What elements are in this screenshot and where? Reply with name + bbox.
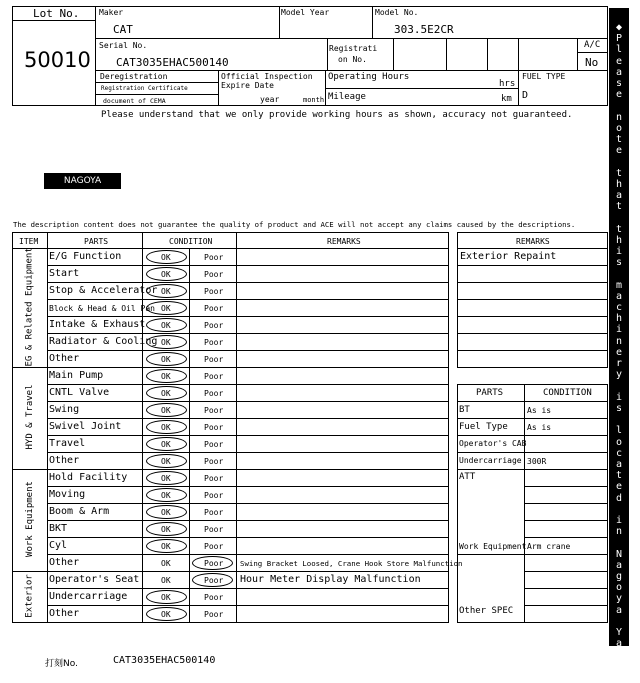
att-label: ATT: [459, 472, 476, 482]
ok-option[interactable]: OK: [161, 508, 171, 517]
poor-option[interactable]: Poor: [204, 338, 224, 347]
part-label: Intake & Exhaust: [49, 319, 146, 330]
part-label: Main Pump: [49, 370, 104, 381]
ok-option[interactable]: OK: [161, 270, 171, 279]
km-label: km: [501, 94, 512, 104]
part-label: BKT: [49, 523, 68, 534]
ok-option[interactable]: OK: [161, 321, 171, 330]
selected-condition-mark: [146, 386, 187, 400]
selected-condition-mark: [146, 352, 187, 366]
poor-option[interactable]: Poor: [204, 525, 224, 534]
group-label: HYD & Travel: [24, 384, 35, 450]
ok-option[interactable]: OK: [161, 440, 171, 449]
right-parts-header: PARTS: [476, 388, 504, 398]
remark-text: Swing Bracket Loosed, Crane Hook Store Malfunction: [240, 559, 463, 568]
ok-option[interactable]: OK: [161, 304, 171, 313]
maker-value: CAT: [113, 23, 133, 36]
model-no-label: Model No.: [375, 8, 419, 17]
selected-condition-mark: [146, 607, 187, 621]
part-label: Radiator & Cooling: [49, 336, 158, 347]
ac-label: A/C: [584, 40, 601, 50]
part-label: Other: [49, 557, 80, 568]
deregistration-label: Deregistration: [100, 72, 168, 81]
part-label: Start: [49, 268, 80, 279]
official-inspection-label-1: Official Inspection: [221, 72, 313, 81]
condition-header: CONDITION: [169, 237, 213, 246]
other-spec-label: Other SPEC: [459, 606, 514, 616]
part-label: Undercarriage: [49, 591, 128, 602]
operating-hours-label: Operating Hours: [328, 72, 410, 82]
selected-condition-mark: [146, 420, 187, 434]
lot-number: 50010: [24, 48, 91, 72]
ok-option[interactable]: OK: [161, 457, 171, 466]
part-label: Other: [49, 455, 80, 466]
model-no-value: 303.5E2CR: [394, 23, 454, 36]
poor-option[interactable]: Poor: [204, 355, 224, 364]
poor-option[interactable]: Poor: [204, 304, 224, 313]
maker-label: Maker: [99, 8, 124, 17]
poor-option[interactable]: Poor: [204, 440, 224, 449]
poor-option[interactable]: Poor: [204, 576, 224, 585]
hrs-label: hrs: [499, 79, 516, 89]
right-condition-value: 300R: [527, 457, 547, 466]
ok-option[interactable]: OK: [161, 389, 171, 398]
registration-label-1: Registrati: [329, 44, 378, 53]
poor-option[interactable]: Poor: [204, 474, 224, 483]
poor-option[interactable]: Poor: [204, 508, 224, 517]
ok-option[interactable]: OK: [161, 423, 171, 432]
stamp-number-value: CAT3035EHAC500140: [113, 655, 216, 666]
part-label: E/G Function: [49, 251, 122, 262]
ok-option[interactable]: OK: [161, 474, 171, 483]
ok-option[interactable]: OK: [161, 525, 171, 534]
right-part-label: Fuel Type: [459, 422, 508, 432]
item-header: ITEM: [19, 237, 39, 246]
ok-option[interactable]: OK: [161, 253, 171, 262]
ac-value: No: [585, 56, 599, 69]
ok-option[interactable]: OK: [161, 576, 171, 585]
model-year-label: Model Year: [281, 8, 330, 17]
selected-condition-mark: [146, 522, 187, 536]
group-label: Exterior: [24, 573, 35, 618]
part-label: Other: [49, 608, 80, 619]
selected-condition-mark: [146, 488, 187, 502]
right-part-label: Operator's CAB: [459, 439, 527, 448]
working-hours-notice: Please understand that we only provide working hours as shown, accuracy not guaranteed.: [101, 110, 573, 120]
selected-condition-mark: [146, 335, 187, 349]
month-label: month: [303, 96, 325, 104]
selected-condition-mark: [146, 505, 187, 519]
selected-condition-mark: [146, 590, 187, 604]
work-equipment-label: Work Equipment: [459, 542, 527, 551]
part-label: Stop & Accelerator: [49, 285, 158, 296]
part-label: CNTL Valve: [49, 387, 110, 398]
part-label: Other: [49, 353, 80, 364]
selected-condition-mark: [146, 301, 187, 315]
selected-condition-mark: [146, 318, 187, 332]
document-cema-label: document of CEMA: [103, 97, 166, 105]
ok-option[interactable]: OK: [161, 542, 171, 551]
sidebar-text: ◆ P l e a s e n o t e t h a t t h i s m a c h i n e r y i s l o c a t e d i n N a g o y a Y a r d ◆: [615, 22, 623, 683]
selected-condition-mark: [192, 573, 233, 587]
official-inspection-label-2: Expire Date: [221, 81, 274, 90]
lot-label: Lot No.: [33, 7, 80, 20]
poor-option[interactable]: Poor: [204, 457, 224, 466]
year-label: year: [260, 95, 280, 104]
serial-label: Serial No.: [99, 41, 148, 50]
poor-option[interactable]: Poor: [204, 389, 224, 398]
parts-header: PARTS: [84, 237, 109, 246]
poor-option[interactable]: Poor: [204, 593, 224, 602]
poor-option[interactable]: Poor: [204, 321, 224, 330]
right-condition-header: CONDITION: [543, 388, 592, 398]
right-remark-text: Exterior Repaint: [460, 251, 557, 262]
selected-condition-mark: [146, 471, 187, 485]
work-equipment-value: Arm crane: [527, 542, 571, 551]
part-label: Swing: [49, 404, 80, 415]
selected-condition-mark: [146, 267, 187, 281]
remarks-header: REMARKS: [327, 237, 361, 246]
mileage-label: Mileage: [328, 92, 366, 102]
selected-condition-mark: [146, 284, 187, 298]
ok-option[interactable]: OK: [161, 372, 171, 381]
poor-option[interactable]: Poor: [204, 423, 224, 432]
ok-option[interactable]: OK: [161, 338, 171, 347]
selected-condition-mark: [146, 454, 187, 468]
fuel-type-label: FUEL TYPE: [522, 72, 566, 81]
ok-option[interactable]: OK: [161, 491, 171, 500]
selected-condition-mark: [146, 403, 187, 417]
disclaimer-text: The description content does not guarantee the quality of product and ACE will not accept any claims caused by the descriptions.: [13, 220, 576, 229]
poor-option[interactable]: Poor: [204, 491, 224, 500]
ok-option[interactable]: OK: [161, 406, 171, 415]
part-label: Moving: [49, 489, 86, 500]
part-label: Block & Head & Oil Pan: [49, 304, 155, 313]
poor-option[interactable]: Poor: [204, 253, 224, 262]
part-label: Hold Facility: [49, 472, 128, 483]
part-label: Cyl: [49, 540, 68, 551]
part-label: Boom & Arm: [49, 506, 110, 517]
part-label: Swivel Joint: [49, 421, 122, 432]
selected-condition-mark: [146, 539, 187, 553]
poor-option[interactable]: Poor: [204, 372, 224, 381]
group-label: EG & Related Equipment: [24, 246, 35, 366]
part-label: Operator's Seat: [49, 574, 140, 585]
right-condition-value: As is: [527, 406, 552, 415]
ok-option[interactable]: OK: [161, 610, 171, 619]
registration-label-2: on No.: [338, 55, 367, 64]
ok-option[interactable]: OK: [161, 355, 171, 364]
location-badge-text: NAGOYA: [63, 176, 102, 186]
location-note-sidebar: [609, 8, 629, 683]
poor-option[interactable]: Poor: [204, 287, 224, 296]
serial-value: CAT3035EHAC500140: [116, 56, 229, 69]
poor-option[interactable]: Poor: [204, 559, 224, 568]
ok-option[interactable]: OK: [161, 559, 171, 568]
selected-condition-mark: [146, 250, 187, 264]
selected-condition-mark: [146, 369, 187, 383]
right-part-label: BT: [459, 405, 470, 415]
registration-certificate-label: Registration Certificate: [101, 85, 188, 92]
poor-option[interactable]: Poor: [204, 406, 224, 415]
poor-option[interactable]: Poor: [204, 270, 224, 279]
selected-condition-mark: [192, 556, 233, 570]
ok-option[interactable]: OK: [161, 593, 171, 602]
ok-option[interactable]: OK: [161, 287, 171, 296]
right-part-label: Undercarriage: [459, 456, 522, 465]
part-label: Travel: [49, 438, 86, 449]
stamp-number-label: 打刻No.: [45, 659, 78, 669]
poor-option[interactable]: Poor: [204, 610, 224, 619]
location-badge: [44, 173, 121, 189]
right-remarks-header: REMARKS: [516, 237, 550, 246]
poor-option[interactable]: Poor: [204, 542, 224, 551]
right-condition-value: As is: [527, 423, 552, 432]
remark-text: Hour Meter Display Malfunction: [240, 574, 421, 585]
selected-condition-mark: [146, 437, 187, 451]
fuel-type-value: D: [522, 90, 529, 101]
group-label: Work Equipment: [24, 481, 35, 557]
